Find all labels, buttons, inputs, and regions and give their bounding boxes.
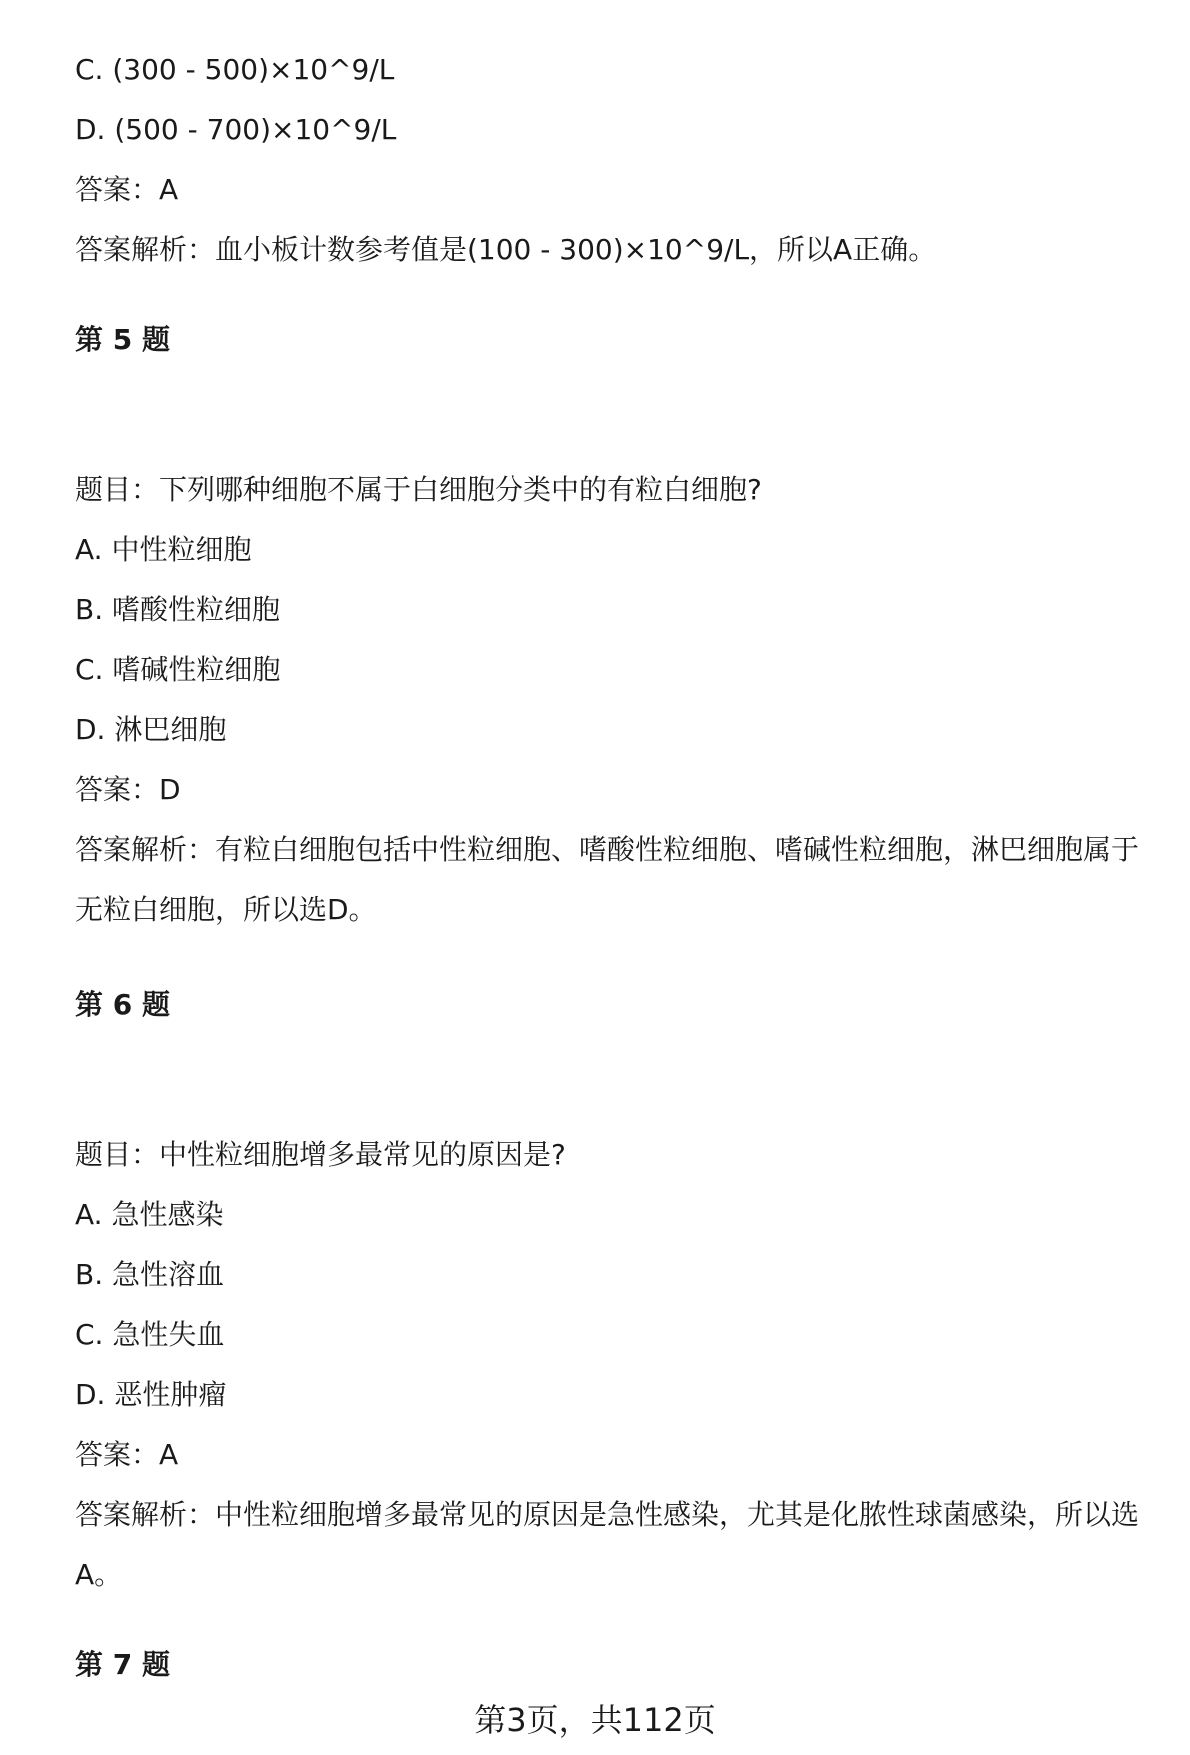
- q6-option-b: B. 急性溶血: [75, 1258, 225, 1291]
- q6-option-d: D. 恶性肿瘤: [75, 1378, 227, 1411]
- q5-option-a: A. 中性粒细胞: [75, 533, 252, 566]
- q5-answer: 答案：D: [75, 773, 181, 806]
- q7-heading: 第 7 题: [75, 1648, 170, 1681]
- q6-answer: 答案：A: [75, 1438, 179, 1471]
- page-number: 第3页，共112页: [474, 1701, 716, 1739]
- q5-analysis: 答案解析：有粒白细胞包括中性粒细胞、嗜酸性粒细胞、嗜碱性粒细胞，淋巴细胞属于无粒白细胞，所以选D。: [75, 833, 1140, 926]
- q6-heading: 第 6 题: [75, 988, 170, 1021]
- q4-option-d: D. (500 - 700)×10^9/L: [75, 113, 397, 146]
- q4-analysis: 答案解析：血小板计数参考值是(100 - 300)×10^9/L，所以A正确。: [75, 233, 937, 266]
- q6-stem: 题目：中性粒细胞增多最常见的原因是?: [75, 1138, 566, 1171]
- q4-answer: 答案：A: [75, 173, 179, 206]
- q4-option-c: C. (300 - 500)×10^9/L: [75, 53, 395, 86]
- q5-heading: 第 5 题: [75, 323, 170, 356]
- q5-stem: 题目：下列哪种细胞不属于白细胞分类中的有粒白细胞?: [75, 473, 762, 506]
- q5-option-b: B. 嗜酸性粒细胞: [75, 593, 281, 626]
- q5-option-d: D. 淋巴细胞: [75, 713, 227, 746]
- q6-analysis: 答案解析：中性粒细胞增多最常见的原因是急性感染，尤其是化脓性球菌感染，所以选A。: [75, 1498, 1140, 1591]
- q6-option-c: C. 急性失血: [75, 1318, 225, 1351]
- q5-option-c: C. 嗜碱性粒细胞: [75, 653, 281, 686]
- q6-option-a: A. 急性感染: [75, 1198, 224, 1231]
